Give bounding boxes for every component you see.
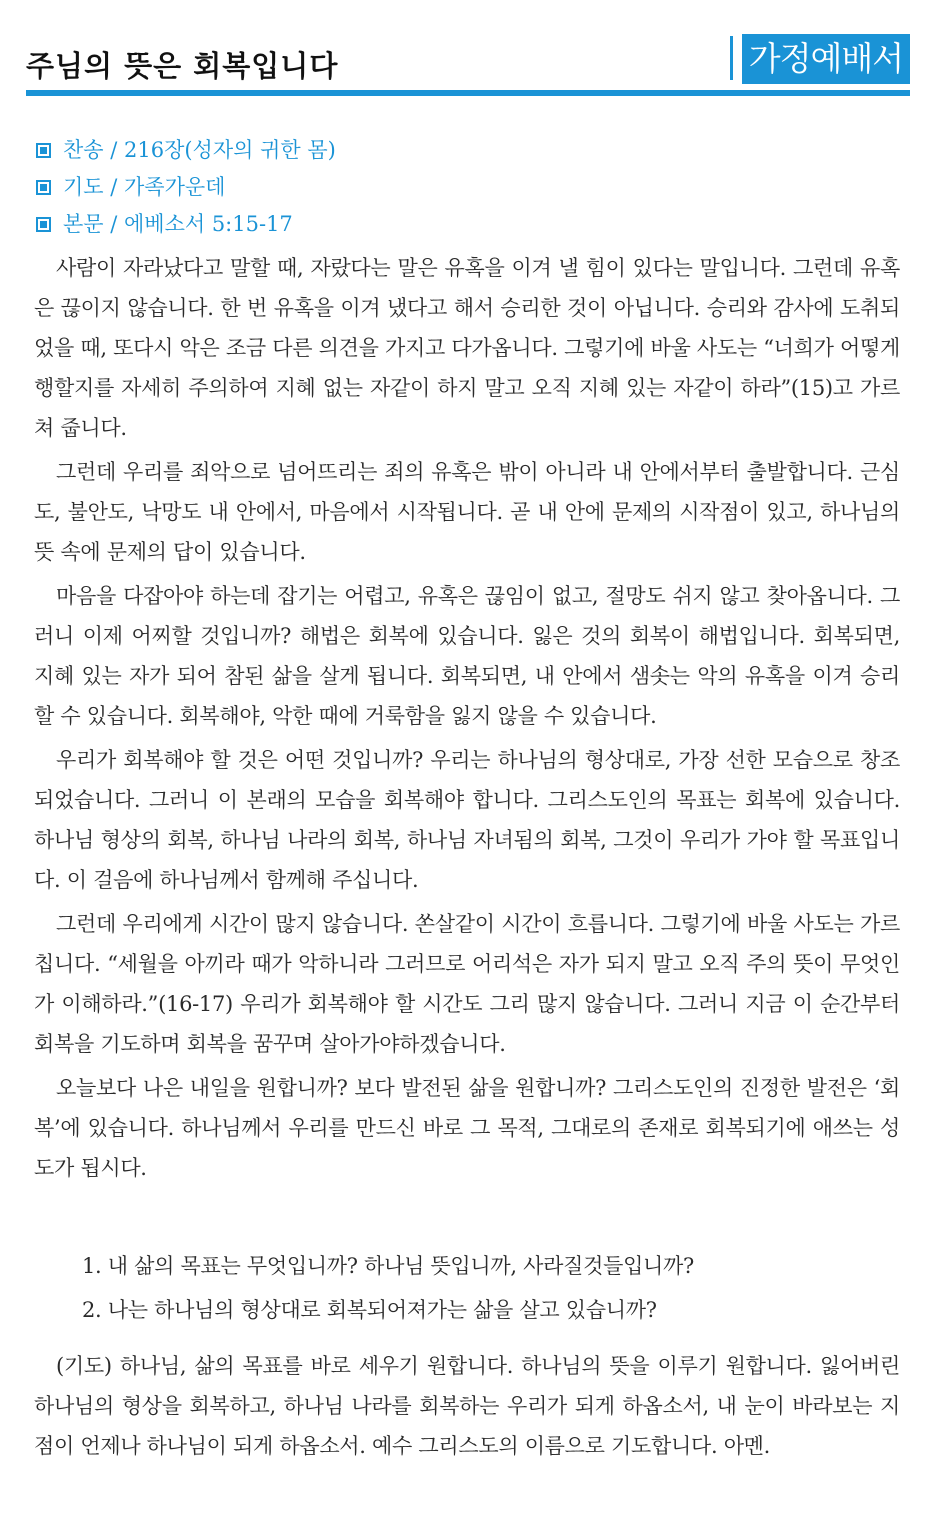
square-bullet-icon [36, 180, 51, 195]
paragraph: 그런데 우리를 죄악으로 넘어뜨리는 죄의 유혹은 밖이 아니라 내 안에서부터 출발합니다. 근심도, 불안도, 낙망도 내 안에서, 마음에서 시작됩니다. 곧 내 안에 문제의 시작점이 있고, 하나님의 뜻 속에 문제의 답이 있습니다. [34, 460, 900, 564]
header-rule [26, 90, 910, 96]
meta-hymn-text: 찬송 / 216장(성자의 귀한 몸) [63, 138, 336, 162]
paragraph: 우리가 회복해야 할 것은 어떤 것입니까? 우리는 하나님의 형상대로, 가장 선한 모습으로 창조되었습니다. 그러니 이 본래의 모습을 회복해야 합니다. 그리스도인의 목표는 회복에 있습니다. 하나님 형상의 회복, 하나님 나라의 회복, 하나님 자녀됨의 회복, 그것이 우리가 가야 할 목표입니다. 이 걸음에 하나님께서 함께해 주십니다. [34, 748, 900, 892]
section-badge: 가정예배서 [742, 34, 910, 84]
prayer-text: (기도) 하나님, 삶의 목표를 바로 세우기 원합니다. 하나님의 뜻을 이루기 원합니다. 잃어버린 하나님의 형상을 회복하고, 하나님 나라를 회복하는 우리가 되게 하옵소서, 내 눈이 바라보는 지점이 언제나 하나님이 되게 하옵소서. 예수 그리스도의 이름으로 기도합니다. 아멘. [34, 1354, 900, 1458]
service-order [36, 132, 636, 243]
square-bullet-icon [36, 217, 51, 232]
paragraph: 사람이 자라났다고 말할 때, 자랐다는 말은 유혹을 이겨 낼 힘이 있다는 말입니다. 그런데 유혹은 끊이지 않습니다. 한 번 유혹을 이겨 냈다고 해서 승리한 것이 아닙니다. 승리와 감사에 도취되었을 때, 또다시 악은 조금 다른 의견을 가지고 다가옵니다. 그렇기에 바울 사도는 “너희가 어떻게 행할지를 자세히 주의하여 지혜 없는 자같이 하지 말고 오직 지혜 있는 자같이 하라”(15)고 가르쳐 줍니다. [34, 256, 900, 440]
page-header [26, 30, 910, 96]
meta-prayer-text: 기도 / 가족가운데 [63, 175, 226, 199]
meta-hymn [36, 132, 636, 169]
paragraph: 마음을 다잡아야 하는데 잡기는 어렵고, 유혹은 끊임이 없고, 절망도 쉬지 않고 찾아옵니다. 그러니 이제 어찌할 것입니까? 해법은 회복에 있습니다. 잃은 것의 회복이 해법입니다. 회복되면, 지혜 있는 자가 되어 참된 삶을 살게 됩니다. 회복되면, 내 안에서 샘솟는 악의 유혹을 이겨 승리할 수 있습니다. 회복해야, 악한 때에 거룩함을 잃지 않을 수 있습니다. [34, 584, 900, 728]
meta-prayer [36, 169, 636, 206]
page-title: 주님의 뜻은 회복입니다 [26, 49, 339, 83]
paragraph: 그런데 우리에게 시간이 많지 않습니다. 쏜살같이 시간이 흐릅니다. 그렇기에 바울 사도는 가르칩니다. “세월을 아끼라 때가 악하니라 그러므로 어리석은 자가 되지 말고 오직 주의 뜻이 무엇인가 이해하라.”(16-17) 우리가 회복해야 할 시간도 그리 많지 않습니다. 그러니 지금 이 순간부터 회복을 기도하며 회복을 꿈꾸며 살아가야하겠습니다. [34, 912, 900, 1056]
question-item: 1. 내 삶의 목표는 무엇입니까? 하나님 뜻입니까, 사라질것들입니까? [82, 1254, 694, 1278]
sermon-body [34, 248, 900, 1192]
closing-prayer [34, 1346, 900, 1470]
badge-divider [730, 36, 733, 80]
meta-scripture [36, 206, 636, 243]
question-item: 2. 나는 하나님의 형상대로 회복되어져가는 삶을 살고 있습니까? [82, 1298, 657, 1322]
paragraph: 오늘보다 나은 내일을 원합니까? 보다 발전된 삶을 원합니까? 그리스도인의 진정한 발전은 ‘회복’에 있습니다. 하나님께서 우리를 만드신 바로 그 목적, 그대로의 존재로 회복되기에 애쓰는 성도가 됩시다. [34, 1076, 900, 1180]
meta-scripture-text: 본문 / 에베소서 5:15-17 [63, 212, 293, 236]
reflection-questions [82, 1244, 882, 1332]
square-bullet-icon [36, 143, 51, 158]
